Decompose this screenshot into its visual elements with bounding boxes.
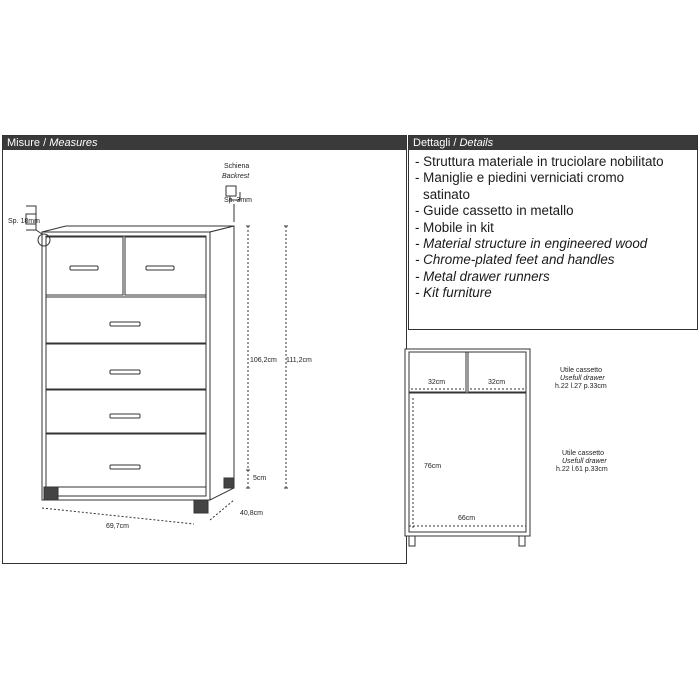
- drawer-handle: [146, 266, 174, 270]
- backrest-thickness-label: Sp. 3mm: [224, 197, 253, 204]
- height-total-label: 111,2cm: [286, 357, 312, 364]
- chest-foot: [224, 478, 234, 488]
- details-title-sep: /: [450, 137, 460, 149]
- chest-side: [210, 226, 234, 500]
- chest-top: [42, 226, 234, 232]
- drawer-handle: [110, 370, 140, 374]
- inner-foot: [409, 536, 415, 546]
- feet-height-label: 5cm: [253, 475, 267, 482]
- drawer-handle: [110, 414, 140, 418]
- backrest-en-label: Backrest: [222, 173, 250, 180]
- detail-item: - Struttura materiale in truciolare nobilitato: [415, 154, 664, 169]
- inner-height-label: 76cm: [424, 463, 442, 470]
- detail-item: - Metal drawer runners: [415, 268, 550, 284]
- detail-item: - Material structure in engineered wood: [415, 236, 648, 252]
- large-drawer-dims: h.22 l.61 p.33cm: [556, 466, 608, 473]
- drawer-width-left-label: 32cm: [428, 379, 446, 386]
- inner-foot: [519, 536, 525, 546]
- details-title-en: Details: [459, 137, 494, 149]
- depth-label: 40,8cm: [240, 510, 263, 517]
- measures-title-en: Measures: [49, 137, 98, 149]
- chest-foot: [194, 500, 208, 513]
- small-drawer-title-it: Utile cassetto: [560, 367, 603, 374]
- chest-front-drawing: [26, 186, 288, 524]
- chest-front: [42, 232, 210, 500]
- detail-item: - Chrome-plated feet and handles: [415, 252, 615, 268]
- detail-item: - Maniglie e piedini verniciati cromo: [415, 170, 625, 186]
- large-drawer-title-it: Utile cassetto: [562, 450, 605, 457]
- detail-item: satinato: [423, 186, 470, 202]
- details-title-it: Dettagli: [413, 137, 451, 149]
- detail-item: - Mobile in kit: [415, 219, 494, 235]
- inner-width-label: 66cm: [458, 515, 476, 522]
- chest-foot: [44, 487, 58, 500]
- backrest-it-label: Schiena: [224, 163, 250, 170]
- measures-title-sep: /: [40, 137, 50, 149]
- drawer-width-right-label: 32cm: [488, 379, 506, 386]
- small-drawer-dims: h.22 l.27 p.33cm: [555, 383, 607, 390]
- detail-item: - Guide cassetto in metallo: [415, 203, 574, 219]
- drawer-handle: [110, 322, 140, 326]
- detail-item: - Kit furniture: [415, 285, 492, 301]
- measures-title-it: Misure: [7, 137, 41, 149]
- drawer-handle: [70, 266, 98, 270]
- small-drawer-title-en: Usefull drawer: [560, 375, 605, 382]
- drawer-handle: [110, 465, 140, 469]
- width-label: 69,7cm: [106, 523, 129, 530]
- thickness-left-label: Sp. 18mm: [8, 218, 40, 225]
- height-body-label: 106,2cm: [250, 357, 277, 364]
- large-drawer-title-en: Usefull drawer: [562, 458, 607, 465]
